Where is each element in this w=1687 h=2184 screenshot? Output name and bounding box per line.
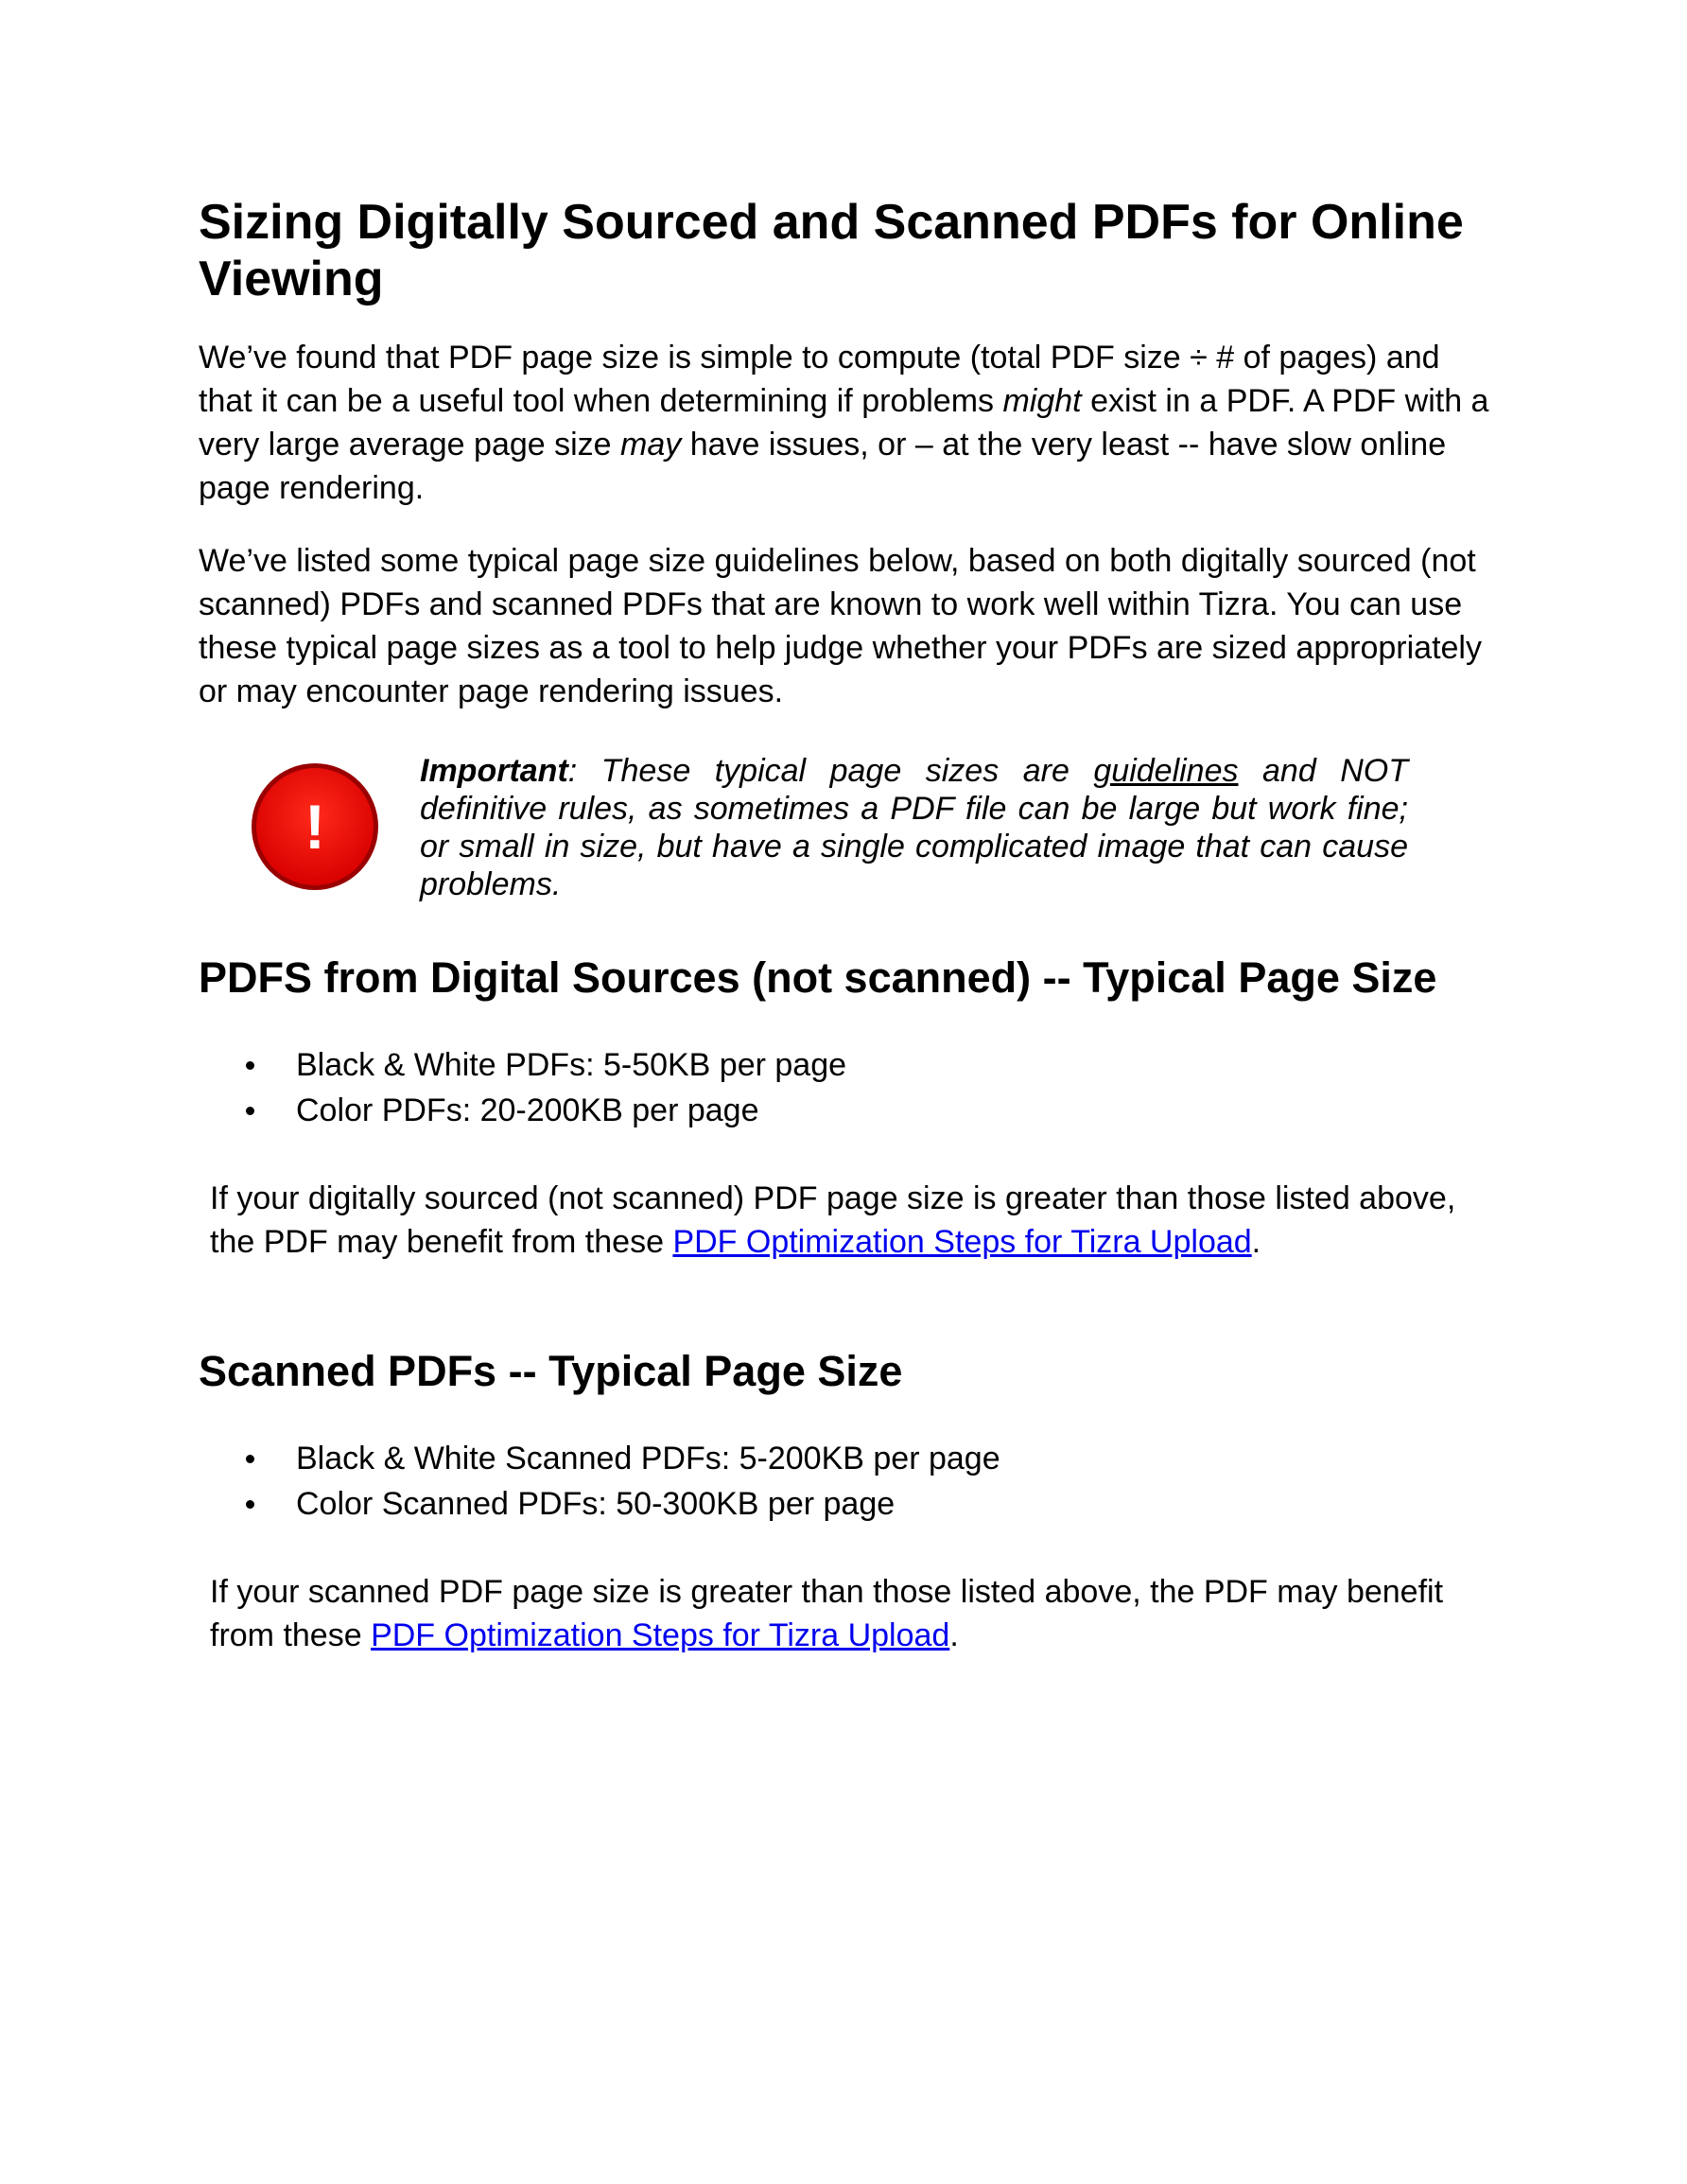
important-notice (420, 752, 1408, 903)
list-item (236, 1088, 846, 1133)
scanned-size-list (236, 1436, 1000, 1527)
intro-text: exist in a PDF. A PDF with a very large average page size (199, 383, 1489, 463)
bullet-icon (246, 1500, 254, 1509)
notice-underlined: guidelines (1093, 753, 1239, 789)
intro-text: have issues, or – at the very least -- have slow online page rendering. (199, 427, 1447, 506)
digital-heading: PDFS from Digital Sources (not scanned) -- Typical Page Size (199, 953, 1437, 1002)
exclamation-icon (248, 760, 382, 894)
followup-end: . (1251, 1224, 1261, 1260)
intro-paragraph-1 (199, 336, 1494, 510)
digital-followup (210, 1177, 1505, 1264)
scanned-followup (210, 1570, 1505, 1657)
followup-text: If your digitally sourced (not scanned) PDF page size is greater than those listed above, the PDF may benefit from these (210, 1180, 1456, 1260)
followup-end: . (949, 1617, 959, 1653)
list-item-text: Black & White PDFs: 5-50KB per page (296, 1047, 847, 1083)
list-item-text: Color PDFs: 20-200KB per page (296, 1092, 759, 1128)
intro-paragraph-2: We’ve listed some typical page size guidelines below, based on both digitally sourced (not scanned) PDFs and scanned PDFs that are known to work well within Tizra. You can use these typical page sizes as a tool to help judge whether your PDFs are sized appropriately or may encounter page rendering issues. (199, 543, 1482, 709)
list-item-text: Black & White Scanned PDFs: 5-200KB per page (296, 1441, 1000, 1476)
list-item (236, 1436, 1000, 1481)
scanned-heading: Scanned PDFs -- Typical Page Size (199, 1347, 903, 1395)
list-item (236, 1481, 1000, 1527)
page-title: Sizing Digitally Sourced and Scanned PDFs for Online Viewing (199, 195, 1464, 306)
notice-text: and NOT definitive rules, as sometimes a PDF file can be large but work fine; or small in size, but have a single complicated image that can cause problems. (420, 753, 1409, 902)
emphasis-may: may (620, 427, 682, 463)
bullet-icon (246, 1455, 254, 1463)
followup-text: If your scanned PDF page size is greater than those listed above, the PDF may benefit from these (210, 1574, 1444, 1653)
emphasis-might: might (1002, 383, 1082, 419)
notice-label: Important (420, 753, 568, 789)
bullet-icon (246, 1061, 254, 1070)
list-item (236, 1042, 846, 1088)
list-item-text: Color Scanned PDFs: 50-300KB per page (296, 1486, 896, 1522)
digital-size-list (236, 1042, 846, 1133)
notice-text: : These typical page sizes are (567, 753, 1094, 789)
intro-text: We’ve found that PDF page size is simple to compute (total PDF size ÷ # of pages) and that it can be a useful tool when determining if problems (199, 340, 1440, 419)
optimization-steps-link[interactable]: PDF Optimization Steps for Tizra Upload (371, 1617, 950, 1653)
optimization-steps-link[interactable]: PDF Optimization Steps for Tizra Upload (672, 1224, 1252, 1260)
exclamation-glyph: ! (304, 792, 325, 862)
bullet-icon (246, 1107, 254, 1115)
